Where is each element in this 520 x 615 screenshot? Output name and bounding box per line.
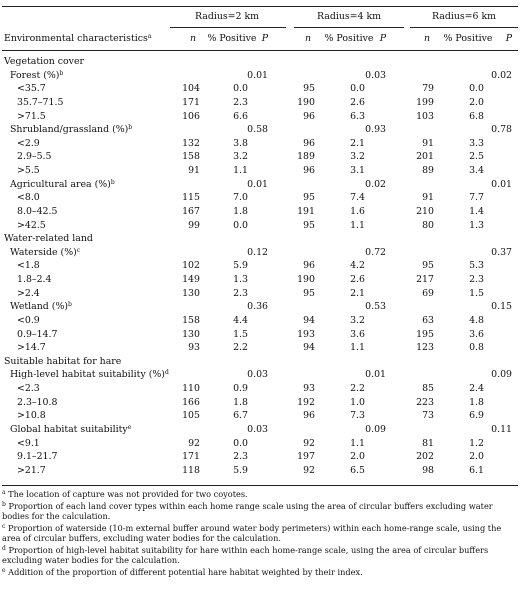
n-cell: 93 — [303, 383, 315, 395]
category-label: 2.9–5.5 — [17, 151, 52, 163]
n-cell: 92 — [303, 464, 315, 476]
n-cell: 95 — [303, 192, 315, 204]
percent-positive-cell: 6.1 — [469, 464, 484, 476]
category-label: 0.9–14.7 — [17, 328, 58, 340]
section-label: Vegetation cover — [4, 56, 85, 67]
column-header-characteristics: Environmental characteristics$^a$ — [4, 33, 152, 44]
percent-positive-cell: 2.3 — [469, 274, 484, 286]
category-label: >42.5 — [17, 219, 46, 231]
n-cell: 91 — [422, 137, 434, 149]
percent-positive-cell: 0.9 — [233, 383, 248, 395]
subheader-percent-positive: % Positive — [443, 33, 493, 44]
p-value-cell: 0.11 — [491, 424, 512, 435]
n-cell: 130 — [182, 328, 200, 340]
footnote — [2, 501, 518, 522]
group-rule-2km — [170, 27, 286, 28]
n-cell: 73 — [422, 410, 434, 422]
percent-positive-cell: 1.3 — [233, 274, 248, 286]
n-cell: 89 — [422, 165, 434, 177]
percent-positive-cell: 7.4 — [350, 192, 365, 204]
n-cell: 199 — [416, 96, 434, 108]
p-value-cell: 0.93 — [365, 124, 386, 136]
percent-positive-cell: 3.3 — [469, 137, 484, 149]
variable-label: Shrubland/grassland (%)$^b$ — [10, 124, 133, 136]
p-value-cell: 0.72 — [365, 246, 386, 258]
subheader-n: n — [305, 33, 312, 44]
category-label: >14.7 — [17, 342, 46, 354]
percent-positive-cell: 1.5 — [233, 328, 248, 340]
n-cell: 115 — [182, 192, 200, 204]
section-label: Suitable habitat for hare — [4, 355, 122, 367]
percent-positive-cell: 6.7 — [233, 410, 248, 422]
n-cell: 118 — [182, 464, 200, 476]
percent-positive-cell: 4.8 — [469, 314, 484, 326]
percent-positive-cell: 1.1 — [350, 437, 365, 449]
n-cell: 81 — [422, 437, 434, 449]
n-cell: 190 — [297, 96, 315, 108]
n-cell: 132 — [182, 137, 200, 149]
percent-positive-cell: 0.0 — [233, 219, 248, 231]
n-cell: 149 — [182, 274, 200, 286]
n-cell: 195 — [416, 328, 434, 340]
n-cell: 202 — [416, 451, 434, 463]
n-cell: 95 — [303, 219, 315, 231]
percent-positive-cell: 1.4 — [469, 205, 484, 217]
n-cell: 166 — [182, 396, 200, 408]
footnote-mark: e — [2, 567, 6, 574]
p-value-cell: 0.78 — [491, 124, 512, 136]
percent-positive-cell: 1.3 — [469, 219, 484, 231]
footnote-text: The location of capture was not provided for two coyotes. — [5, 489, 248, 499]
variable-label: Forest (%)$^b$ — [10, 69, 64, 81]
p-value-cell: 0.01 — [365, 369, 386, 381]
n-cell: 190 — [297, 274, 315, 286]
subheader-percent-positive: % Positive — [207, 33, 257, 44]
category-label: <8.0 — [17, 192, 40, 204]
percent-positive-cell: 0.0 — [233, 83, 248, 95]
p-value-cell: 0.01 — [247, 69, 268, 81]
percent-positive-cell: 1.8 — [233, 205, 248, 217]
n-cell: 189 — [297, 151, 315, 163]
n-cell: 92 — [188, 437, 200, 449]
footnote — [2, 567, 518, 577]
subheader-p: P — [505, 33, 512, 44]
percent-positive-cell: 0.0 — [469, 83, 484, 95]
percent-positive-cell: 1.1 — [350, 342, 365, 354]
n-cell: 130 — [182, 287, 200, 299]
group-rule-4km — [294, 27, 404, 28]
n-cell: 123 — [416, 342, 434, 354]
n-cell: 95 — [303, 287, 315, 299]
percent-positive-cell: 2.2 — [233, 342, 248, 354]
percent-positive-cell: 3.1 — [350, 165, 365, 177]
n-cell: 191 — [297, 205, 315, 217]
n-cell: 96 — [303, 165, 315, 177]
n-cell: 91 — [188, 165, 200, 177]
category-label: <1.8 — [17, 260, 40, 272]
percent-positive-cell: 2.0 — [350, 451, 365, 463]
footnote — [2, 523, 518, 544]
n-cell: 95 — [303, 83, 315, 95]
n-cell: 96 — [303, 137, 315, 149]
percent-positive-cell: 7.3 — [350, 410, 365, 422]
variable-label: High-level habitat suitability (%)$^d$ — [10, 369, 169, 381]
n-cell: 103 — [416, 110, 434, 122]
n-cell: 95 — [422, 260, 434, 272]
percent-positive-cell: 2.6 — [350, 274, 365, 286]
percent-positive-cell: 2.1 — [350, 287, 365, 299]
percent-positive-cell: 5.9 — [233, 464, 248, 476]
p-value-cell: 0.01 — [247, 178, 268, 190]
percent-positive-cell: 3.4 — [469, 165, 484, 177]
percent-positive-cell: 2.3 — [233, 96, 248, 108]
n-cell: 201 — [416, 151, 434, 163]
p-value-cell: 0.01 — [491, 178, 512, 190]
variable-label: Waterside (%)$^c$ — [10, 246, 81, 258]
footnote — [2, 545, 518, 566]
n-cell: 192 — [297, 396, 315, 408]
footnote-mark: c — [2, 523, 6, 530]
footnote-text: Addition of the proportion of different potential hare habitat weighted by their index. — [5, 567, 363, 577]
percent-positive-cell: 7.7 — [469, 192, 484, 204]
percent-positive-cell: 2.0 — [469, 451, 484, 463]
percent-positive-cell: 6.5 — [350, 464, 365, 476]
percent-positive-cell: 1.2 — [469, 437, 484, 449]
n-cell: 106 — [182, 110, 200, 122]
n-cell: 102 — [182, 260, 200, 272]
percent-positive-cell: 5.9 — [233, 260, 248, 272]
header-bottom-rule — [2, 50, 518, 51]
percent-positive-cell: 1.0 — [350, 396, 365, 408]
percent-positive-cell: 1.6 — [350, 205, 365, 217]
footnote-text: Proportion of each land cover types within each home range scale using the area of circular buffers excluding water bodies for the calculation. — [2, 501, 493, 522]
percent-positive-cell: 2.3 — [233, 451, 248, 463]
n-cell: 158 — [182, 314, 200, 326]
n-cell: 105 — [182, 410, 200, 422]
category-label: 2.3–10.8 — [17, 396, 58, 408]
group-header-6km: Radius=6 km — [431, 11, 497, 22]
footnote-text: Proportion of high-level habitat suitability for hare within each home-range scale, using the area of circular buffers excluding water bodies for the calculation. — [2, 545, 489, 566]
percent-positive-cell: 3.6 — [350, 328, 365, 340]
percent-positive-cell: 2.0 — [469, 96, 484, 108]
p-value-cell: 0.03 — [365, 69, 386, 81]
n-cell: 171 — [182, 451, 200, 463]
n-cell: 96 — [303, 260, 315, 272]
n-cell: 110 — [182, 383, 200, 395]
variable-label: Global habitat suitability$^e$ — [10, 424, 132, 435]
group-header-4km: Radius=4 km — [316, 11, 382, 22]
n-cell: 223 — [416, 396, 434, 408]
percent-positive-cell: 1.1 — [350, 219, 365, 231]
percent-positive-cell: 2.4 — [469, 383, 484, 395]
section-label: Water-related land — [4, 233, 93, 245]
p-value-cell: 0.02 — [365, 178, 386, 190]
n-cell: 94 — [303, 342, 315, 354]
n-cell: 197 — [297, 451, 315, 463]
percent-positive-cell: 0.8 — [469, 342, 484, 354]
p-value-cell: 0.03 — [247, 424, 268, 435]
n-cell: 167 — [182, 205, 200, 217]
n-cell: 79 — [422, 83, 434, 95]
subheader-percent-positive: % Positive — [324, 33, 374, 44]
percent-positive-cell: 7.0 — [233, 192, 248, 204]
p-value-cell: 0.02 — [491, 69, 512, 81]
p-value-cell: 0.58 — [247, 124, 268, 136]
category-label: 35.7–71.5 — [17, 96, 64, 108]
percent-positive-cell: 1.5 — [469, 287, 484, 299]
n-cell: 92 — [303, 437, 315, 449]
n-cell: 96 — [303, 110, 315, 122]
footnote-mark: d — [2, 545, 6, 552]
subheader-p: P — [261, 33, 268, 44]
group-rule-6km — [410, 27, 518, 28]
n-cell: 94 — [303, 314, 315, 326]
category-label: >10.8 — [17, 410, 46, 422]
n-cell: 98 — [422, 464, 434, 476]
percent-positive-cell: 3.6 — [469, 328, 484, 340]
n-cell: 99 — [188, 219, 200, 231]
footnote — [2, 489, 518, 499]
category-label: >21.7 — [17, 464, 46, 476]
percent-positive-cell: 0.0 — [350, 83, 365, 95]
percent-positive-cell: 3.8 — [233, 137, 248, 149]
footnote-text: Proportion of waterside (10-m external buffer around water body perimeters) within each home-range scale, using the area of circular buffers, excluding water bodies for the calculation. — [2, 523, 502, 544]
subheader-n: n — [424, 33, 431, 44]
percent-positive-cell: 2.6 — [350, 96, 365, 108]
percent-positive-cell: 6.9 — [469, 410, 484, 422]
footnote-mark: b — [2, 501, 6, 508]
category-label: <0.9 — [17, 314, 40, 326]
category-label: >71.5 — [17, 110, 46, 122]
percent-positive-cell: 6.8 — [469, 110, 484, 122]
percent-positive-cell: 2.3 — [233, 287, 248, 299]
n-cell: 217 — [416, 274, 434, 286]
n-cell: 93 — [188, 342, 200, 354]
percent-positive-cell: 1.8 — [469, 396, 484, 408]
p-value-cell: 0.15 — [491, 301, 512, 313]
n-cell: 91 — [422, 192, 434, 204]
p-value-cell: 0.36 — [247, 301, 268, 313]
p-value-cell: 0.09 — [491, 369, 512, 381]
p-value-cell: 0.53 — [365, 301, 386, 313]
n-cell: 210 — [416, 205, 434, 217]
category-label: >2.4 — [17, 287, 40, 299]
percent-positive-cell: 3.2 — [233, 151, 248, 163]
n-cell: 96 — [303, 410, 315, 422]
percent-positive-cell: 0.0 — [233, 437, 248, 449]
n-cell: 158 — [182, 151, 200, 163]
category-label: 9.1–21.7 — [17, 451, 58, 463]
n-cell: 104 — [182, 83, 200, 95]
variable-label: Agricultural area (%)$^b$ — [10, 178, 115, 190]
percent-positive-cell: 5.3 — [469, 260, 484, 272]
p-value-cell: 0.12 — [247, 246, 268, 258]
p-value-cell: 0.37 — [491, 246, 512, 258]
p-value-cell: 0.09 — [365, 424, 386, 435]
subheader-n: n — [190, 33, 197, 44]
percent-positive-cell: 4.4 — [233, 314, 248, 326]
n-cell: 80 — [422, 219, 434, 231]
category-label: <2.3 — [17, 383, 40, 395]
table-bottom-rule — [2, 485, 518, 486]
category-label: 1.8–2.4 — [17, 274, 52, 286]
category-label: >5.5 — [17, 165, 40, 177]
percent-positive-cell: 6.3 — [350, 110, 365, 122]
category-label: 8.0–42.5 — [17, 205, 58, 217]
category-label: <9.1 — [17, 437, 40, 449]
percent-positive-cell: 6.6 — [233, 110, 248, 122]
percent-positive-cell: 2.5 — [469, 151, 484, 163]
category-label: <35.7 — [17, 83, 46, 95]
table-top-rule — [2, 6, 518, 7]
percent-positive-cell: 2.2 — [350, 383, 365, 395]
n-cell: 69 — [422, 287, 434, 299]
n-cell: 193 — [297, 328, 315, 340]
footnote-mark: a — [2, 489, 6, 496]
group-header-2km: Radius=2 km — [194, 11, 260, 22]
percent-positive-cell: 3.2 — [350, 151, 365, 163]
percent-positive-cell: 1.1 — [233, 165, 248, 177]
percent-positive-cell: 1.8 — [233, 396, 248, 408]
percent-positive-cell: 4.2 — [350, 260, 365, 272]
n-cell: 171 — [182, 96, 200, 108]
percent-positive-cell: 3.2 — [350, 314, 365, 326]
percent-positive-cell: 2.1 — [350, 137, 365, 149]
n-cell: 63 — [422, 314, 434, 326]
variable-label: Wetland (%)$^b$ — [10, 301, 72, 313]
n-cell: 85 — [422, 383, 434, 395]
p-value-cell: 0.03 — [247, 369, 268, 381]
subheader-p: P — [379, 33, 386, 44]
category-label: <2.9 — [17, 137, 40, 149]
